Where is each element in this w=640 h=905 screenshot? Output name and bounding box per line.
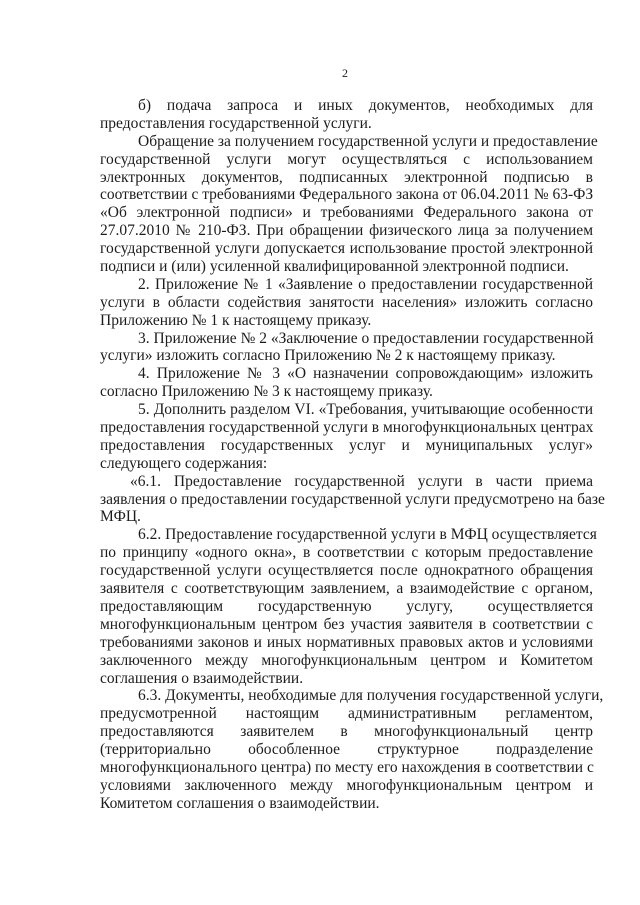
- paragraph-6-1: [100, 472, 605, 527]
- text-line: предоставляются заявителем в многофункциональный центр: [100, 723, 593, 741]
- text-line: 3. Приложение № 2 «Заключение о предоставлении государственной: [138, 329, 594, 347]
- text-line: заявления о предоставлении государственной услуги предусмотрено на базе: [100, 490, 605, 508]
- text-line: МФЦ.: [100, 508, 141, 526]
- text-line: 27.07.2010 № 210-ФЗ. При обращении физического лица за получением: [100, 222, 593, 240]
- text-line: подписи и (или) усиленной квалифицированной электронной подписи.: [100, 258, 569, 276]
- text-line: по принципу «одного окна», в соответствии с которым предоставление: [100, 544, 593, 562]
- paragraph-item-b: [100, 97, 593, 133]
- text-line: предоставления государственной услуги в многофункциональных центрах: [100, 419, 594, 437]
- text-line: государственной услуги допускается использование простой электронной: [100, 240, 593, 258]
- paragraph-item-3: [100, 330, 593, 366]
- paragraph-item-2: [100, 276, 593, 330]
- paragraph-item-5: [100, 401, 593, 473]
- paragraph-6-2: [100, 526, 597, 687]
- text-line: 5. Дополнить разделом VI. «Требования, учитывающие особенности: [138, 401, 593, 419]
- text-line: предусмотренной настоящим административным регламентом,: [100, 705, 593, 723]
- paragraph-item-4: [100, 365, 593, 401]
- text-line: 6.2. Предоставление государственной услуги в МФЦ осуществляется: [138, 526, 597, 544]
- text-line: Приложению № 1 к настоящему приказу.: [100, 311, 372, 329]
- text-line: государственной услуги могут осуществляться с использованием: [100, 150, 593, 168]
- text-line: государственной услуги осуществляется после однократного обращения: [100, 562, 593, 580]
- text-line: 6.3. Документы, необходимые для получения государственной услуги,: [138, 687, 604, 705]
- text-line: электронных документов, подписанных электронной подписью в: [100, 168, 593, 186]
- text-line: требованиями законов и иных нормативных правовых актов и условиями: [100, 633, 593, 651]
- text-line: «Об электронной подписи» и требованиями Федерального закона от: [100, 204, 593, 222]
- page-number: 2: [342, 66, 348, 80]
- text-line: услуги в области содействия занятости населения» изложить согласно: [100, 293, 593, 311]
- text-line: (территориально обособленное структурное подразделение: [100, 741, 593, 759]
- text-line: условиями заключенного между многофункциональным центром и: [100, 776, 593, 794]
- text-line: предоставляющим государственную услугу, осуществляется: [100, 597, 593, 615]
- text-line: 2. Приложение № 1 «Заявление о предоставлении государственной: [138, 275, 593, 293]
- text-line: согласно Приложению № 3 к настоящему приказу.: [100, 383, 433, 401]
- paragraph-electronic: [100, 132, 598, 276]
- text-line: заявителя с соответствующим заявлением, а взаимодействие с органом,: [100, 580, 593, 598]
- text-line: 4. Приложение № 3 «О назначении сопровождающим» изложить: [138, 365, 593, 383]
- text-line: «6.1. Предоставление государственной услуги в части приема: [130, 472, 593, 490]
- text-line: услуги» изложить согласно Приложению № 2 к настоящему приказу.: [100, 347, 556, 365]
- text-line: соответствии с требованиями Федерального закона от 06.04.2011 № 63-ФЗ: [100, 186, 594, 204]
- paragraph-6-3: [100, 687, 604, 812]
- text-line: многофункциональным центром без участия заявителя в соответствии с: [100, 615, 593, 633]
- text-line: соглашения о взаимодействии.: [100, 669, 304, 687]
- document-body: [100, 97, 605, 813]
- text-line: Комитетом соглашения о взаимодействии.: [100, 794, 380, 812]
- text-line: заключенного между многофункциональным центром и Комитетом: [100, 651, 593, 669]
- text-line: многофункционального центра) по месту его нахождения в соответствии с: [100, 758, 594, 776]
- text-line: б) подача запроса и иных документов, необходимых для: [138, 97, 593, 114]
- text-line: Обращение за получением государственной услуги и предоставление: [138, 132, 598, 150]
- text-line: следующего содержания:: [100, 454, 268, 472]
- text-line: предоставления государственных услуг и муниципальных услуг»: [100, 436, 593, 454]
- text-line: предоставления государственной услуги.: [100, 114, 372, 132]
